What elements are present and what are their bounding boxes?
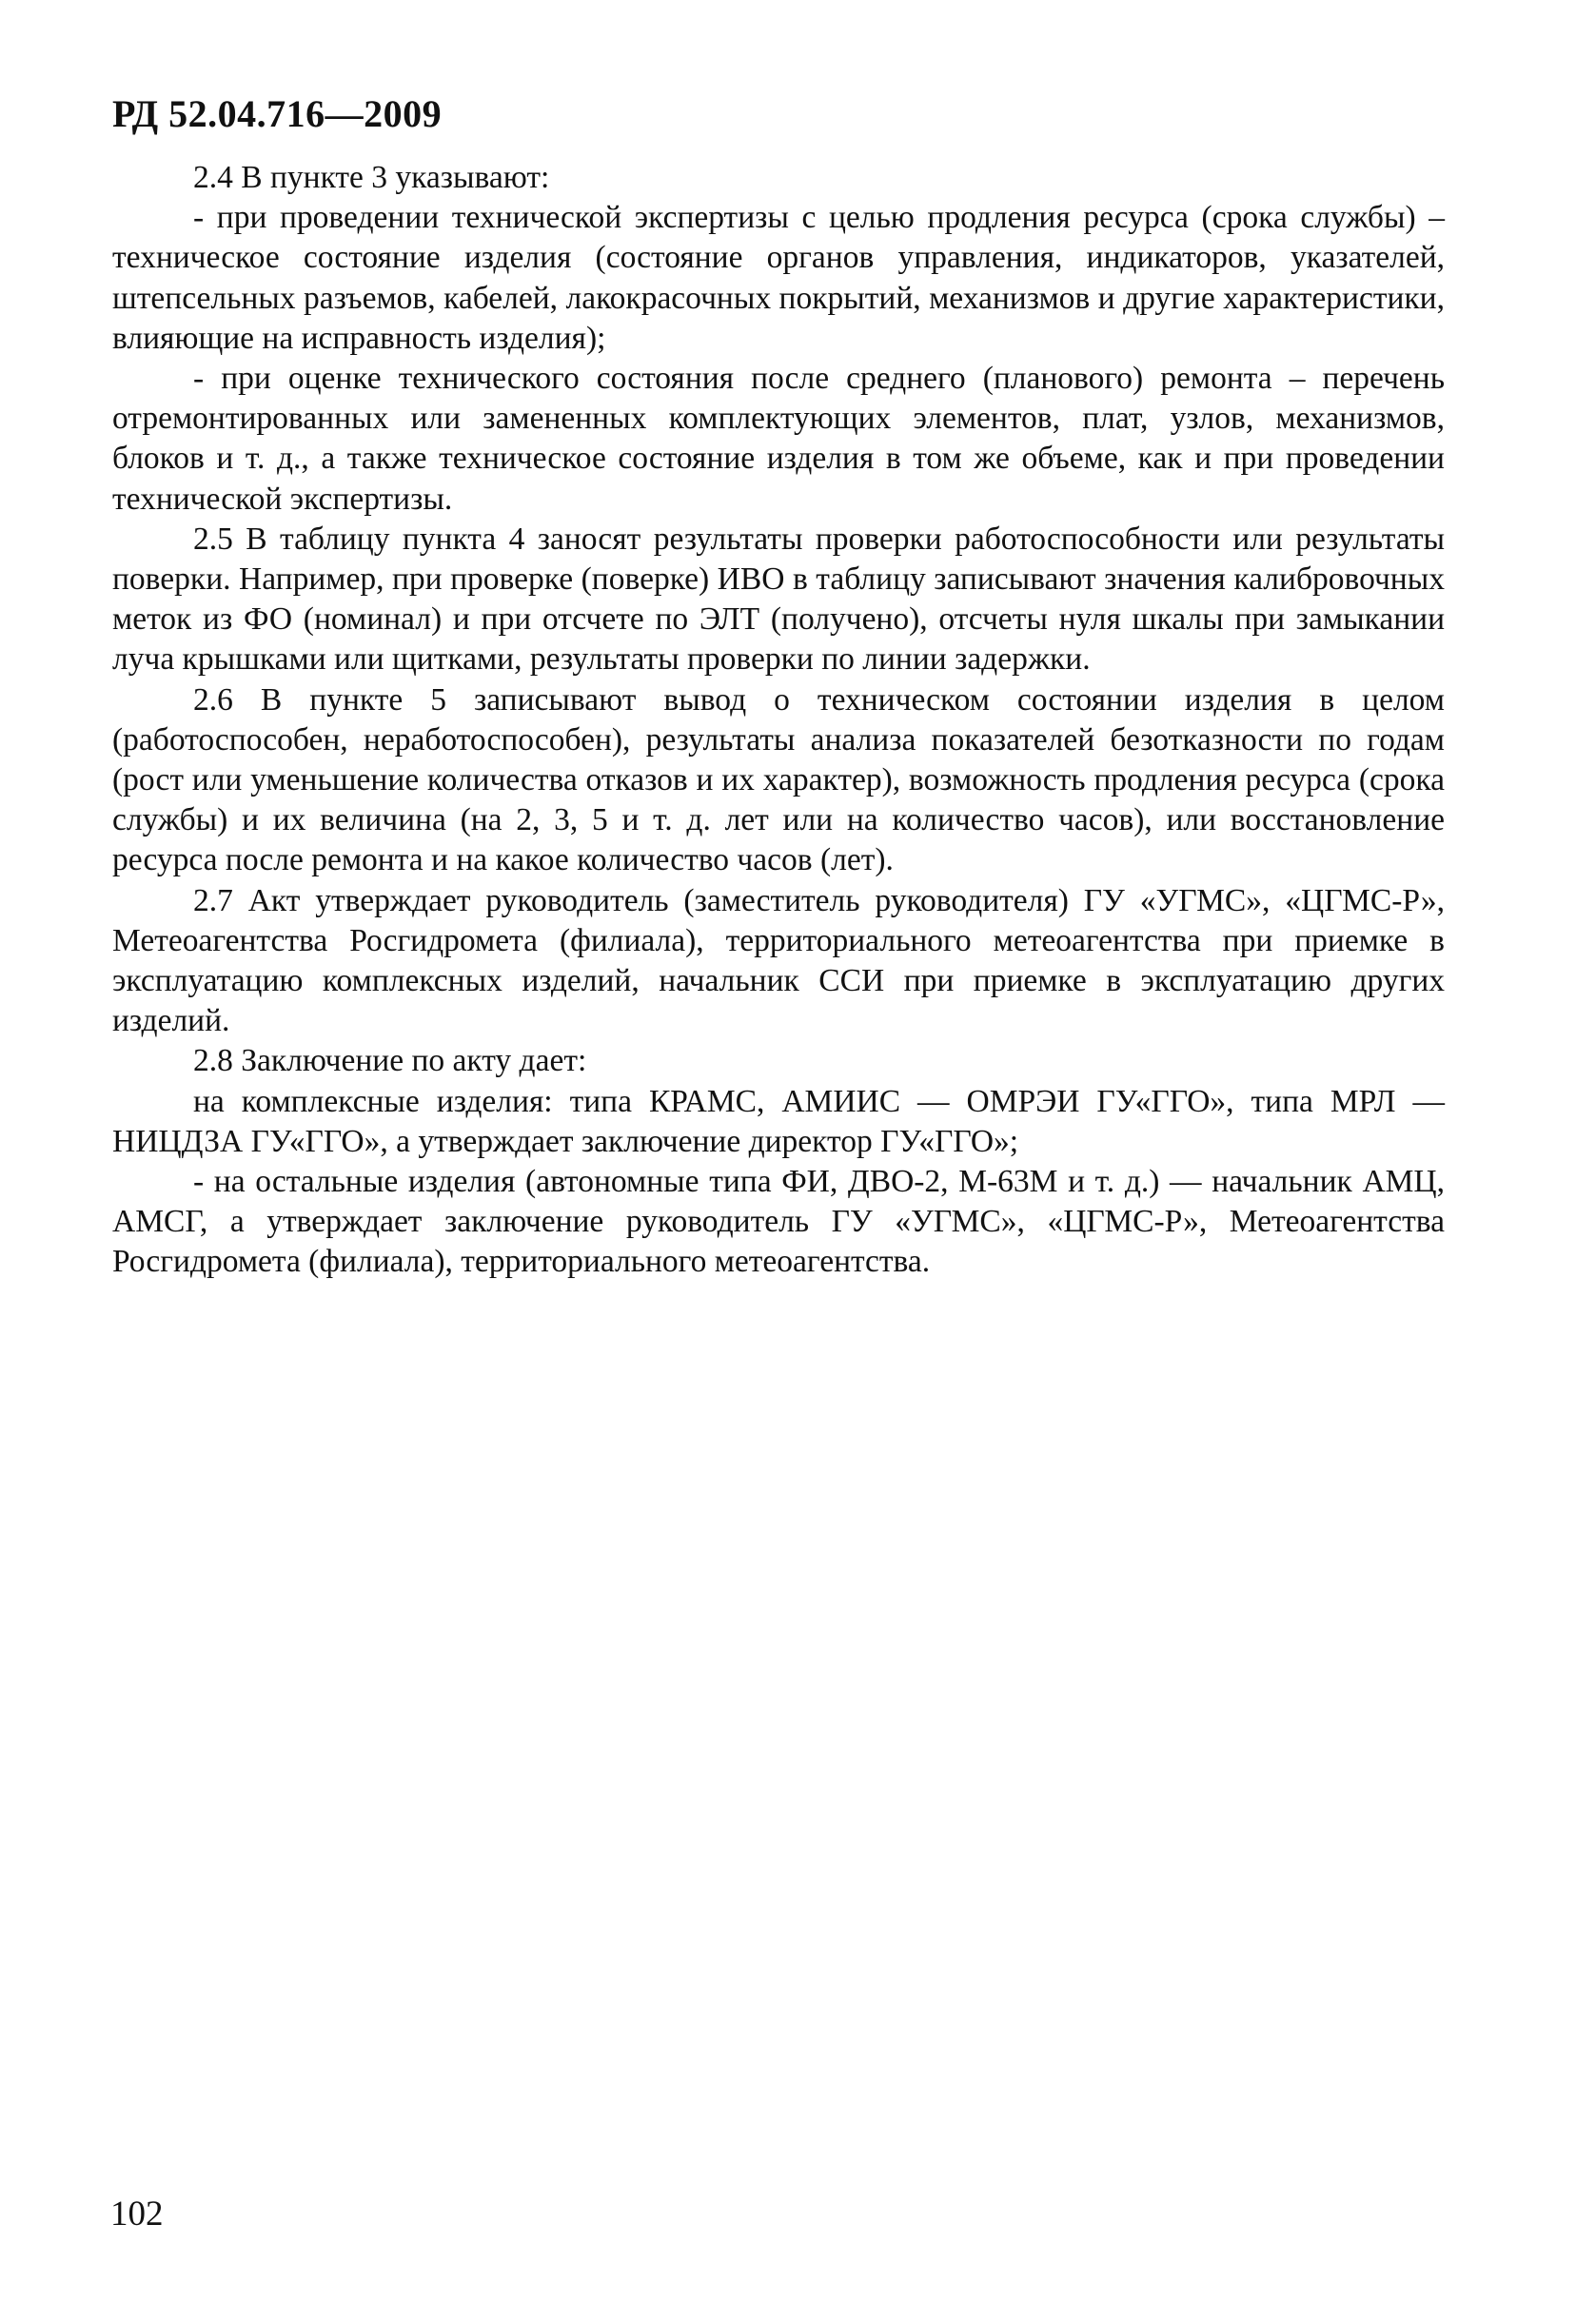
- paragraph-2-8: 2.8 Заключение по акту дает:: [193, 1043, 587, 1079]
- document-header: РД 52.04.716—2009: [112, 92, 443, 135]
- paragraph-2-8-complex: на комплексные изделия: типа КРАМС, АМИИС — ОМРЭИ ГУ«ГГО», типа МРЛ — НИЦДЗА ГУ«ГГО», а утверждает заключение директор ГУ«ГГО»;: [112, 1083, 1445, 1159]
- paragraph-2-8-other: - на остальные изделия (автономные типа ФИ, ДВО-2, М-63М и т. д.) — начальник АМЦ, АМСГ, а утверждает заключение руководитель ГУ «УГМС», «ЦГМС-Р», Метеоагентства Росгидромета (филиала), территориального метеоагентства.: [112, 1164, 1445, 1280]
- paragraph-2-4: 2.4 В пункте 3 указывают:: [193, 160, 550, 195]
- paragraph-2-7: 2.7 Акт утверждает руководитель (заместитель руководителя) ГУ «УГМС», «ЦГМС-Р», Метеоагентства Росгидромета (филиала), территориального метеоагентства при приемке в эксплуатацию комплексных изделий, начальник ССИ при приемке в эксплуатацию других изделий.: [112, 882, 1445, 1039]
- paragraph-2-4-repair: - при оценке технического состояния после среднего (планового) ремонта – перечень отремонтированных или замененных комплектующих элементов, плат, узлов, механизмов, блоков и т. д., а также техническое состояние изделия в том же объеме, как и при проведении технической экспертизы.: [112, 361, 1445, 517]
- paragraph-2-6: 2.6 В пункте 5 записывают вывод о техническом состоянии изделия в целом (работоспособен, неработоспособен), результаты анализа показателей безотказности по годам (рост или уменьшение количества отказов и их характер), возможность продления ресурса (срока службы) и их величина (на 2, 3, 5 и т. д. лет или на количество часов), или восстановление ресурса после ремонта и на какое количество часов (лет).: [112, 681, 1445, 878]
- paragraph-2-4-expertise: - при проведении технической экспертизы с целью продления ресурса (срока службы) – техническое состояние изделия (состояние органов управления, индикаторов, указателей, штепсельных разъемов, кабелей, лакокрасочных покрытий, механизмов и другие характеристики, влияющие на исправность изделия);: [112, 200, 1445, 356]
- page-number: 102: [110, 2195, 164, 2234]
- document-body: [112, 158, 1445, 1283]
- paragraph-2-5: 2.5 В таблицу пункта 4 заносят результаты проверки работоспособности или результаты поверки. Например, при проверке (поверке) ИВО в таблицу записывают значения калибровочных меток из ФО (номинал) и при отсчете по ЭЛТ (получено), отсчеты нуля шкалы при замыкании луча крышками или щитками, результаты проверки по линии задержки.: [112, 521, 1445, 678]
